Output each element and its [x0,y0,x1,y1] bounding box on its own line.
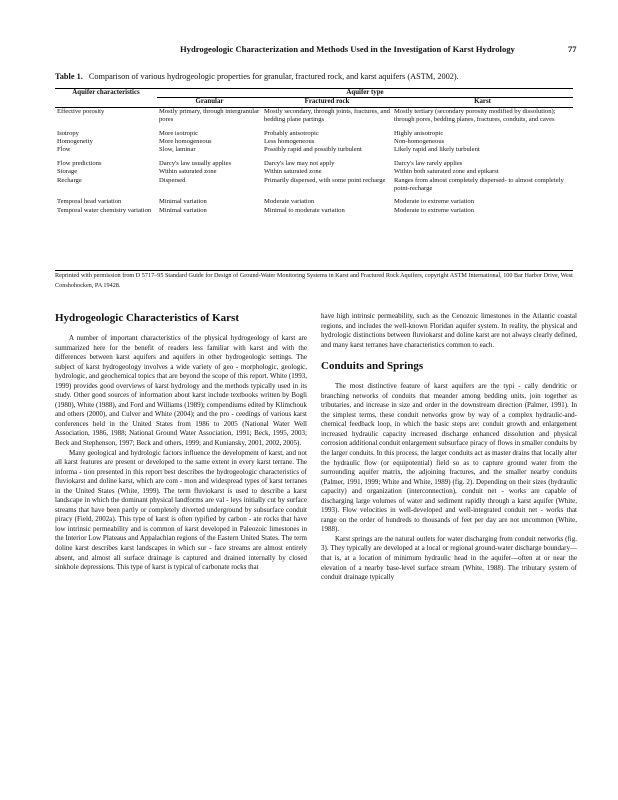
table-row [55,177,573,194]
cell: Probably anisotropic [264,129,319,137]
table-row [55,107,573,124]
table-row [55,160,573,168]
left-column [55,312,307,573]
cell: Mostly tertiary (secondary porosity modified by dissolution); through pores, bedding planes, fractures, conduits, and caves [394,107,556,124]
cell: Darcy's law rarely applies [394,159,463,167]
section-heading-karst: Hydrogeologic Characteristics of Karst [55,312,240,324]
table-row [55,207,573,215]
cell: Dispersed [159,176,186,184]
table-caption [55,72,575,81]
running-header [180,44,577,54]
cell: Moderate to extreme variation [394,206,475,214]
cell: Within saturated zone [264,168,322,176]
cell: Minimal variation [159,206,207,214]
cell: Highly anisotropic [394,129,444,137]
cell: Minimal variation [159,198,207,206]
cell: More homogeneous [159,138,212,146]
running-title: Hydrogeologic Characterization and Methods Used in the Investigation of Karst Hydrology [180,44,515,54]
table-caption-text: Comparison of various hydrogeologic properties for granular, fractured rock, and karst aquifers (ASTM, 2002). [88,72,459,81]
paragraph: Karst springs are the natural outlets for water discharging from conduit networks (fig. 3). They typically are developed at a local or regional ground-water discharge boundary—that is, at a location of minimum hydraulic head in the aquifer—often at or near the elevation of a nearby base-level surface stream (White, 1988). The tributary system of conduit drainage typically [321,534,577,582]
page-number: 77 [568,44,577,54]
cell: Non-homogeneous [394,138,445,146]
paragraph: Many geological and hydrologic factors influence the development of karst, and not all karst features are present or developed to the same extent in every karst terrane. The informa - tion presented in this report best describes the hydrogeologic characteristics of fluviokarst and doline karst, which are com - mon and widespread types of karst terranes in the United States (White, 1999). The term fluviokarst is used to describe a karst landscape in which the dominant physical landforms are val - leys initially cut by surface streams that have been partly or completely diverted underground by subsurface conduit piracy (Field, 2002a). This type of karst is often typified by carbon - ate rocks that have low intrinsic permeability and is common of karst developed in Paleozoic limestones in the Interior Low Plateaus and Appalachian regions of the Eastern United States. The term doline karst describes karst landscapes in which sur - face streams are almost entirely absent, and almost all surface drainage is captured and drained internally by closed sinkhole depressions. This type of karst is typical of carbonate rocks that [55,448,307,572]
cell: More isotropic [159,129,199,137]
table-row [55,146,573,154]
cell: Temporal head variation [57,198,122,206]
col-header-characteristics: Aquifer characteristics [72,89,140,96]
col-header-karst: Karst [474,98,491,106]
cell: Mostly secondary, through joints, fractures, and bedding plane partings [264,107,390,124]
paragraph: The most distinctive feature of karst aquifers are the typi - cally dendritic or branching networks of conduits that meander among bedding units, join together as tributaries, and increase in size and order in the downstream direction (Palmer, 1991). In the simplest terms, these conduit networks grow by way of a complex hydraulic-and-chemical feedback loop, in which the basic steps are: conduit growth and enlargement increased hydraulic capacity increased discharge enhanced dissolution and physical corrosion additional conduit enlargement subsurface piracy of flows in smaller conduits by the larger conduits. In this process, the larger conduits act as master drains that locally alter the hydraulic flow (or equipotential) field so as to capture ground water from the surrounding aquifer matrix, the adjoining fractures, and the smaller nearby conduits (Palmer, 1991, 1999; White and White, 1989) (fig. 2). Depending on their sizes (hydraulic capacity) and organization (interconnection), conduit net - works are capable of discharging large volumes of water and sediment rapidly through a karst aquifer (White, 1993). Flow velocities in well-developed and well-integrated conduit net - works that range on the order of hundreds to thousands of feet per day are not uncommon (White, 1988). [321,382,577,534]
cell: Recharge [57,176,82,184]
table-row [55,138,573,146]
cell: Possibly rapid and possibly turbulent [264,146,362,154]
cell: Isotropy [57,129,79,137]
cell: Darcy's law usually applies [159,159,232,167]
cell: Effective porosity [57,107,105,115]
cell: Darcy's law may not apply [264,159,335,167]
paragraph: A number of important characteristics of the physical hydrogeology of karst are summarized here for the benefit of readers less familiar with karst and with the differences between karst aquifers and aquifers in other hydrogeologic settings. The subject of karst hydrogeology involves a wide variety of geo - morphologic, geologic, hydrologic, and geochemical topics that are beyond the scope of this report. White (1993, 1999) provides good overviews of karst hydrology and the methods typically used in its study. Other good sources of information about karst include textbooks written by Bogli (1980), White (1988), and Ford and Williams (1989); compendiums edited by Klimchouk and others (2000), and Culver and White (2004); and the pro - ceedings of various karst conferences held in the United States from 1986 to 2005 (National Water Well Association, 1986, 1988; National Ground Water Association, 1991; Beck, 1995, 2003; Beck and Stephenson, 1997; Beck and others, 1999; and Kuniansky, 2001, 2002, 2005). [55,334,307,448]
cell: Ranges from almost completely dispersed- to almost completely point-recharge [394,176,564,193]
cell: Storage [57,168,78,176]
cell: Within saturated zone [159,168,217,176]
cell: Temporal water chemistry variation [57,206,152,214]
section-heading-conduits: Conduits and Springs [321,360,424,373]
cell: Mostly primary, through intergranular pores [159,107,260,124]
table-row [55,130,573,138]
cell: Minimal to moderate variation [264,206,345,214]
cell: Moderate variation [264,198,315,206]
table-row [55,168,573,176]
cell: Homogeneity [57,138,93,146]
paragraph: have high intrinsic permeability, such as the Cenozoic limestones in the Atlantic coastal regions, and includes the well-known Floridan aquifer system. In reality, the physical and hydrologic distinctions between fluviokarst and doline karst are not always clearly defined, and many karst terranes have characteristics common to each. [321,312,577,349]
table-label: Table 1. [55,72,83,81]
cell: Flow predictions [57,159,102,167]
cell: Less homogeneous [264,138,315,146]
cell: Primarily dispersed, with some point recharge [264,176,386,184]
col-header-fractured-rock: Fractured rock [304,98,350,106]
col-header-granular: Granular [195,98,224,106]
table-row [55,198,573,206]
cell: Moderate to extreme variation [394,198,475,206]
cell: Slow, laminar [159,146,196,154]
col-header-aquifer-type: Aquifer type [157,89,573,98]
table-footnote: Reprinted with permission from D 5717–95 Standard Guide for Design of Ground-Water Monitoring Systems in Karst and Fractured Rock Aquifers, copyright ASTM International, 100 Bar Harbor Drive, West Conshohocken, PA 19428. [55,272,573,289]
cell: Flow [57,146,71,154]
cell: Within both saturated zone and epikarst [394,168,499,176]
right-column [321,312,577,583]
comparison-table [55,88,573,215]
cell: Likely rapid and likely turbulent [394,146,480,154]
